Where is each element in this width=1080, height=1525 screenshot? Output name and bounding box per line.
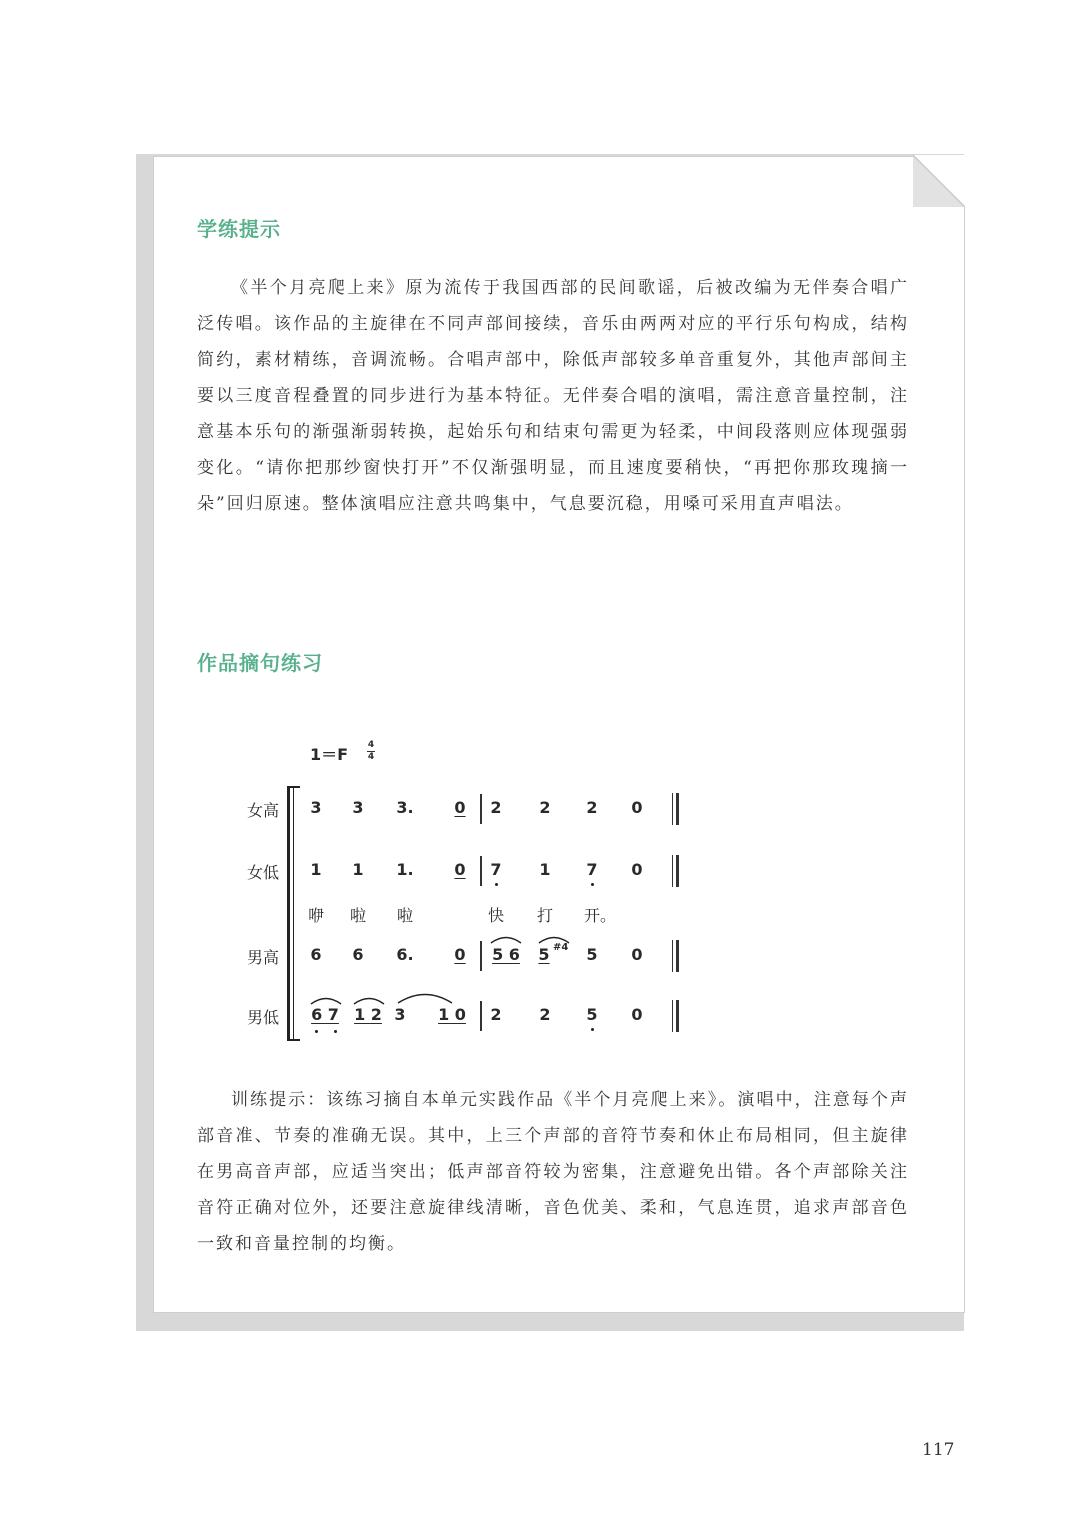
part-label-tenor: 男高 bbox=[247, 948, 280, 967]
barline bbox=[480, 941, 482, 971]
tie-mark bbox=[396, 990, 454, 1004]
tenor-note: 5 bbox=[586, 945, 598, 964]
tenor-note: 6. bbox=[396, 945, 414, 964]
low-octave-dot bbox=[334, 1030, 337, 1033]
low-octave-dot bbox=[591, 883, 594, 886]
low-octave-dot bbox=[591, 1028, 594, 1031]
barline bbox=[480, 856, 482, 886]
part-label-soprano: 女高 bbox=[247, 801, 280, 820]
barline bbox=[480, 1001, 482, 1031]
bass-note-pair: 1 2 bbox=[354, 1005, 382, 1024]
bass-rest: 0 bbox=[631, 1005, 643, 1024]
alto-rest: 0 bbox=[454, 860, 466, 879]
soprano-rest: 0 bbox=[454, 798, 466, 817]
bass-note-pair: 6 7 bbox=[311, 1005, 339, 1024]
lyric: 快 bbox=[488, 906, 505, 925]
end-barline-thin bbox=[672, 1000, 673, 1032]
end-barline-thick bbox=[676, 855, 679, 887]
tenor-note: 6 bbox=[310, 945, 322, 964]
end-barline-thin bbox=[672, 940, 673, 972]
training-note-paragraph: 训练提示：该练习摘自本单元实践作品《半个月亮爬上来》。演唱中，注意每个声部音准、节奏的准确无误。其中，上三个声部的音符节奏和休止布局相同，但主旋律在男高音声部，应适当突出；低声部音符较为密集，注意避免出错。各个声部除关注音符正确对位外，还要注意旋律线清晰，音色优美、柔和，气息连贯，追求声部音色一致和音量控制的均衡。 bbox=[197, 1090, 909, 1254]
end-barline-thin bbox=[672, 855, 673, 887]
barline bbox=[480, 794, 482, 824]
end-barline-thick bbox=[676, 940, 679, 972]
slur-mark bbox=[352, 995, 386, 1005]
page-number: 117 bbox=[922, 1440, 955, 1460]
system-brace bbox=[287, 788, 290, 1041]
section-heading-excerpt: 作品摘句练习 bbox=[197, 651, 323, 675]
tenor-rest: 0 bbox=[631, 945, 643, 964]
slur-mark bbox=[537, 934, 571, 944]
section-heading-tips: 学练提示 bbox=[197, 217, 281, 241]
alto-note: 1 bbox=[539, 860, 551, 879]
bass-note-pair: 1 0 bbox=[438, 1005, 466, 1024]
alto-note: 1 bbox=[352, 860, 364, 879]
bass-note: 2 bbox=[539, 1005, 551, 1024]
key-signature: 1＝F bbox=[310, 745, 349, 764]
soprano-note: 3 bbox=[352, 798, 364, 817]
lyric: 打 bbox=[537, 906, 554, 925]
time-numerator: 4 bbox=[367, 740, 375, 750]
bass-note: 3 bbox=[394, 1005, 406, 1024]
tenor-note: 5 bbox=[538, 945, 550, 964]
brace-top bbox=[287, 786, 300, 788]
bass-note: 5 bbox=[586, 1005, 598, 1024]
low-octave-dot bbox=[495, 883, 498, 886]
bass-note: 2 bbox=[490, 1005, 502, 1024]
alto-note: 1 bbox=[310, 860, 322, 879]
time-signature bbox=[367, 741, 375, 762]
end-barline-thick bbox=[676, 1000, 679, 1032]
tenor-note: 6 bbox=[352, 945, 364, 964]
tips-paragraph: 《半个月亮爬上来》原为流传于我国西部的民间歌谣，后被改编为无伴奏合唱广泛传唱。该作品的主旋律在不同声部间接续，音乐由两两对应的平行乐句构成，结构简约，素材精练，音调流畅。合唱声部中，除低声部较多单音重复外，其他声部间主要以三度音程叠置的同步进行为基本特征。无伴奏合唱的演唱，需注意音量控制，注意基本乐句的渐强渐弱转换，起始乐句和结束句需更为轻柔，中间段落则应体现强弱变化。“请你把那纱窗快打开”不仅渐强明显，而且速度要稍快，“再把你那玫瑰摘一朵”回归原速。整体演唱应注意共鸣集中，气息要沉稳，用嗓可采用直声唱法。 bbox=[197, 278, 909, 514]
lyric: 开。 bbox=[584, 906, 617, 925]
sharp-sign: #4 bbox=[553, 942, 569, 953]
alto-note: 1. bbox=[396, 860, 414, 879]
low-octave-dot bbox=[315, 1030, 318, 1033]
lyric: 啦 bbox=[397, 906, 414, 925]
soprano-note: 2 bbox=[490, 798, 502, 817]
part-label-alto: 女低 bbox=[247, 863, 280, 882]
alto-note: 7 bbox=[586, 860, 598, 879]
end-barline-thin bbox=[672, 793, 673, 825]
lyric: 咿 bbox=[308, 906, 325, 925]
system-brace-thin bbox=[293, 788, 294, 1041]
time-denominator: 4 bbox=[367, 752, 375, 762]
soprano-note: 3. bbox=[396, 798, 414, 817]
soprano-note: 2 bbox=[586, 798, 598, 817]
end-barline-thick bbox=[676, 793, 679, 825]
alto-note: 7 bbox=[490, 860, 502, 879]
soprano-note: 2 bbox=[539, 798, 551, 817]
slur-mark bbox=[489, 934, 523, 944]
soprano-rest: 0 bbox=[631, 798, 643, 817]
soprano-note: 3 bbox=[310, 798, 322, 817]
alto-rest: 0 bbox=[631, 860, 643, 879]
tenor-note-pair: 5 6 bbox=[492, 945, 520, 964]
page-corner-fold bbox=[913, 155, 965, 207]
slur-mark bbox=[309, 995, 343, 1005]
brace-bottom bbox=[287, 1039, 300, 1041]
part-label-bass: 男低 bbox=[247, 1008, 280, 1027]
tenor-rest: 0 bbox=[454, 945, 466, 964]
lyric: 啦 bbox=[350, 906, 367, 925]
